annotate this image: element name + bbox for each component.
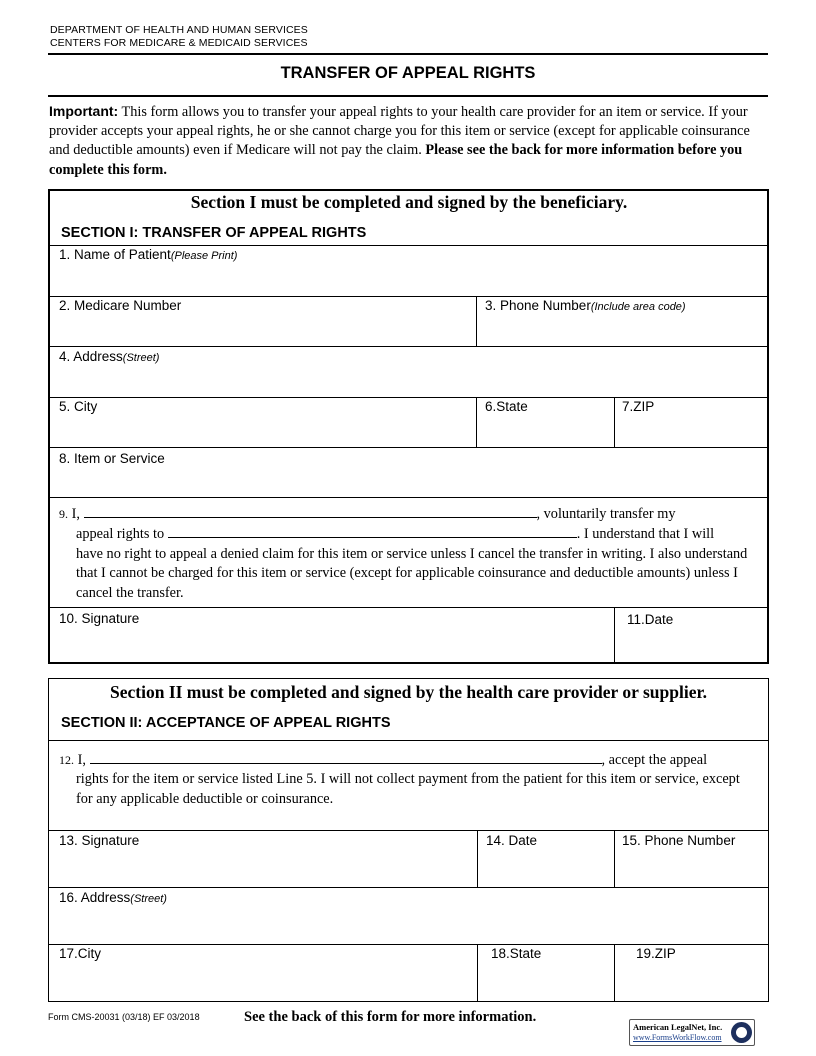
item-12-text-a: , accept the appeal: [601, 752, 708, 768]
item-12-i: I,: [77, 752, 86, 768]
provider-address-field[interactable]: [59, 890, 167, 905]
divider: [49, 397, 768, 398]
item-9-i: I,: [71, 506, 80, 522]
city-field[interactable]: 5. City: [59, 399, 98, 414]
state-field[interactable]: 6.State: [485, 399, 528, 414]
divider: [614, 944, 615, 1001]
divider: [476, 296, 477, 346]
beneficiary-name-blank[interactable]: [84, 504, 537, 518]
item-9-text-c: . I understand that I will: [576, 526, 715, 543]
provider-phone-field[interactable]: 15. Phone Number: [622, 833, 736, 848]
address-hint: (Street): [122, 352, 160, 364]
patient-name-label: 1. Name of Patient: [59, 247, 171, 262]
address-label: 4. Address: [59, 349, 123, 364]
divider: [49, 245, 768, 246]
divider: [49, 944, 768, 945]
divider: [614, 830, 615, 887]
footer-note: See the back of this form for more information.: [244, 1009, 537, 1025]
zip-field[interactable]: 7.ZIP: [622, 399, 655, 414]
provider-address-label: 16. Address: [59, 890, 131, 905]
item-or-service-field[interactable]: 8. Item or Service: [59, 451, 165, 466]
publisher-logo: [629, 1019, 755, 1046]
divider: [49, 830, 768, 831]
divider: [49, 296, 768, 297]
phone-number-field[interactable]: [485, 298, 686, 313]
provider-name-blank[interactable]: [168, 524, 577, 538]
divider: [49, 346, 768, 347]
header-rule: [48, 53, 768, 55]
title-rule: [48, 95, 768, 97]
section2-heading: Section II must be completed and signed by the health care provider or supplier.: [110, 682, 707, 702]
provider-state-field[interactable]: 18.State: [491, 946, 542, 961]
logo-company: American LegalNet, Inc.: [633, 1022, 723, 1032]
provider-zip-field[interactable]: 19.ZIP: [636, 946, 676, 961]
medicare-number-field[interactable]: 2. Medicare Number: [59, 298, 182, 313]
form-number: Form CMS-20031 (03/18) EF 03/2018: [48, 1012, 200, 1022]
divider: [476, 397, 477, 447]
phone-number-hint: (Include area code): [590, 301, 686, 313]
divider: [49, 497, 768, 498]
logo-website[interactable]: www.FormsWorkFlow.com: [633, 1033, 722, 1042]
provider-acceptance-blank[interactable]: [90, 750, 602, 764]
transfer-statement: [59, 504, 759, 603]
acceptance-statement: [59, 750, 759, 809]
provider-address-hint: (Street): [130, 893, 167, 905]
intro-bold-text: Please see the back for more information before you complete this form.: [49, 142, 743, 178]
important-label: Important:: [49, 103, 119, 119]
divider: [49, 887, 768, 888]
divider: [477, 830, 478, 887]
item-12-number: 12.: [59, 753, 74, 767]
phone-number-label: 3. Phone Number: [485, 298, 591, 313]
beneficiary-signature-field[interactable]: 10. Signature: [59, 611, 140, 626]
section2-subheading: SECTION II: ACCEPTANCE OF APPEAL RIGHTS: [61, 715, 391, 731]
provider-signature-field[interactable]: 13. Signature: [59, 833, 140, 848]
form-title: TRANSFER OF APPEAL RIGHTS: [280, 64, 536, 82]
divider: [614, 397, 615, 447]
address-field[interactable]: [59, 349, 159, 364]
patient-name-field[interactable]: [59, 247, 237, 262]
divider: [49, 607, 768, 608]
centers-name: CENTERS FOR MEDICARE & MEDICAID SERVICES: [50, 37, 308, 49]
patient-name-hint: (Please Print): [170, 250, 238, 262]
item-9-text-a: , voluntarily transfer my: [536, 506, 676, 522]
item-12-text-b: rights for the item or service listed Line 5. I will not collect payment from the patient for this item or service, except for any applicable deductible or coinsurance.: [76, 771, 740, 807]
item-9-number: 9.: [59, 507, 68, 521]
provider-date-field[interactable]: 14. Date: [486, 833, 538, 848]
beneficiary-date-field[interactable]: 11.Date: [627, 612, 674, 627]
section1-subheading: SECTION I: TRANSFER OF APPEAL RIGHTS: [61, 225, 367, 241]
divider: [614, 607, 615, 663]
intro-paragraph: [49, 102, 761, 180]
divider: [49, 740, 768, 741]
item-9-text-b: appeal rights to: [76, 526, 165, 543]
divider: [49, 447, 768, 448]
logo-globe-icon: [731, 1022, 752, 1043]
item-9-text-d: have no right to appeal a denied claim for this item or service unless I cancel the transfer in writing. I also understand that I cannot be charged for this item or service (except for applicable coinsurance and deductible amounts) unless I cancel the transfer.: [76, 545, 748, 601]
department-name: DEPARTMENT OF HEALTH AND HUMAN SERVICES: [50, 24, 308, 36]
divider: [477, 944, 478, 1001]
section1-heading: Section I must be completed and signed by the beneficiary.: [190, 192, 628, 212]
provider-city-field[interactable]: 17.City: [59, 946, 102, 961]
intro-text: This form allows you to transfer your appeal rights to your health care provider for an item or service. If your provider accepts your appeal rights, he or she cannot charge you for this item or service (except for applicable coinsurance and deductible amounts) even if Medicare will not pay the claim.: [49, 104, 750, 159]
